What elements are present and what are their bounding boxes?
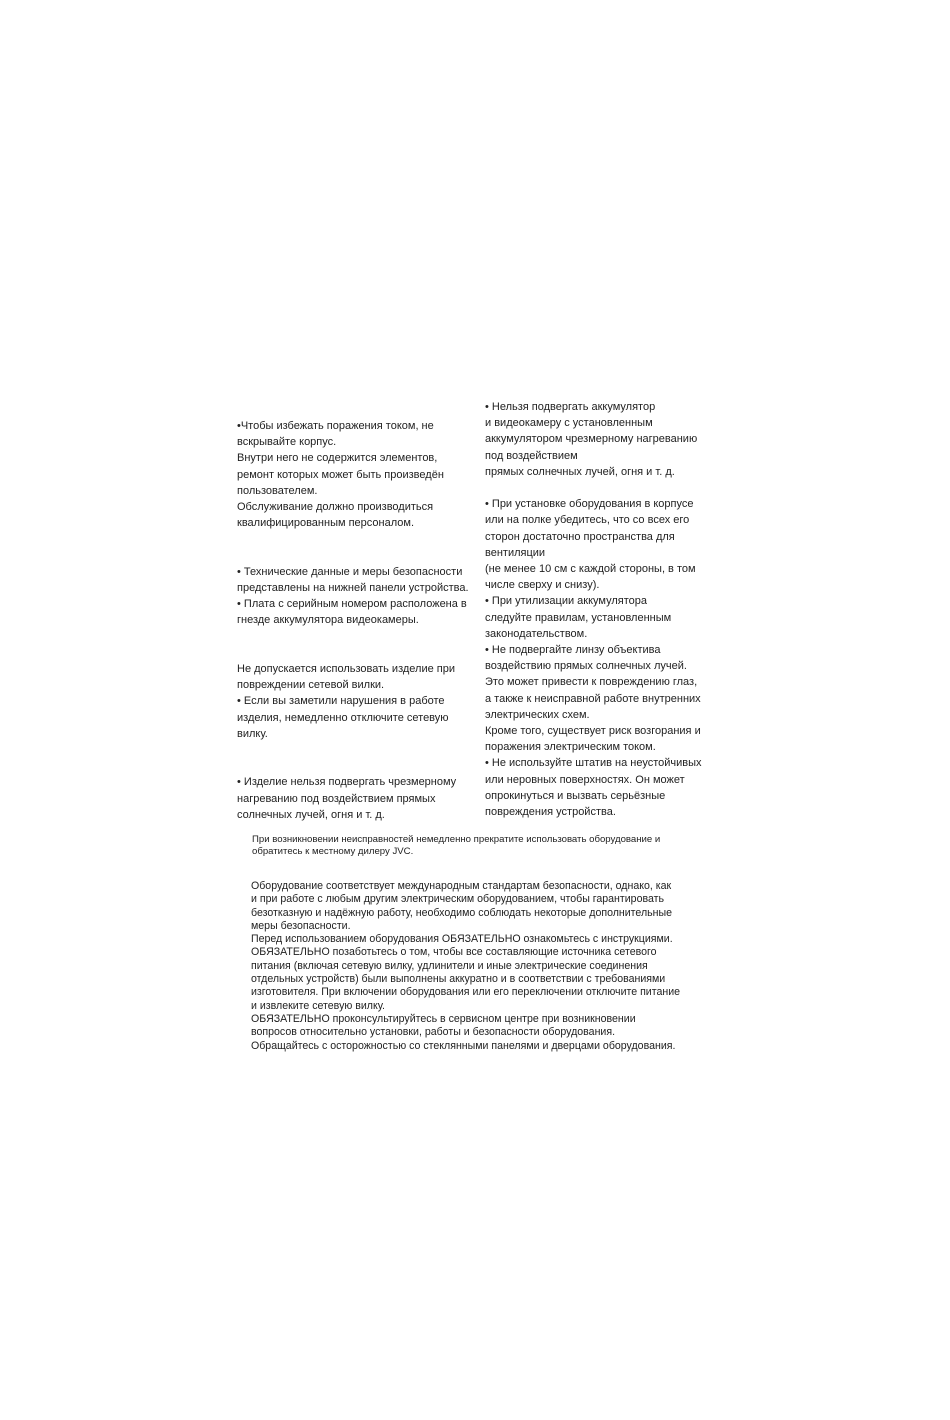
text-line: Внутри него не содержится элементов, [237,452,438,465]
text-line: поражения электрическим током. [485,741,656,754]
text-line: воздействию прямых солнечных лучей. [485,660,687,673]
battery-heat-block [485,399,725,480]
text-line: • Плата с серийным номером расположена в [237,598,467,611]
text-line: вилку. [237,727,268,740]
left-column [237,418,487,823]
text-line: вентиляции [485,546,546,559]
text-line: и видеокамеру с установленным [485,417,653,430]
text-line: аккумулятором чрезмерному нагреванию [485,433,698,446]
text-line: изготовителя. При включении оборудования или его переключении отключите питание [251,986,681,999]
text-line: или на полке убедитесь, что со всех его [485,514,690,527]
text-line: и при работе с любым другим электрическим оборудованием, чтобы гарантировать [251,893,664,906]
text-line: Оборудование соответствует международным стандартам безопасности, однако, как [251,880,672,892]
text-line: следуйте правилам, установленным [485,611,672,624]
text-line: безотказную и надёжную работу, необходимо соблюдать некоторые дополнительные [251,906,673,919]
text-line: и извлеките сетевую вилку. [251,999,385,1012]
safety-standards-paragraph [251,880,731,1053]
text-line: • Не используйте штатив на неустойчивых [485,757,702,770]
text-line: ремонт которых может быть произведён [237,468,444,481]
text-line: числе сверху и снизу). [485,579,600,592]
text-line: представлены на нижней панели устройства. [237,582,469,595]
text-line: под воздействием [485,449,578,462]
text-line: нагреванию под воздействием прямых [237,792,436,805]
text-line: Перед использованием оборудования ОБЯЗАТЕЛЬНО ознакомьтесь с инструкциями. [251,933,673,946]
heat-warning-block [237,774,487,823]
text-line: • Нельзя подвергать аккумулятор [485,401,656,413]
text-line: ОБЯЗАТЕЛЬНО проконсультируйтесь в сервисном центре при возникновении [251,1012,636,1025]
text-line: • При установке оборудования в корпусе [485,498,694,511]
text-line: Это может привести к повреждению глаз, [485,676,698,689]
text-line: • Изделие нельзя подвергать чрезмерному [237,776,457,789]
text-line: сторон достаточно пространства для [485,530,675,543]
text-line: Кроме того, существует риск возгорания и [485,725,701,738]
shock-warning-block [237,418,487,531]
text-line: Не допускается использовать изделие при [237,663,455,676]
text-line: электрических схем. [485,708,590,721]
ventilation-block [485,496,725,820]
text-line: (не менее 10 см с каждой стороны, в том [485,563,696,576]
text-line: или неровных поверхностях. Он может [485,773,685,786]
power-plug-block [237,661,487,742]
text-line: изделия, немедленно отключите сетевую [237,711,449,724]
text-line: законодательством. [485,627,588,640]
text-line: вскрывайте корпус. [237,436,337,449]
text-line: гнезде аккумулятора видеокамеры. [237,614,419,627]
text-line: Обслуживание должно производиться [237,501,434,514]
text-line: повреждения устройства. [485,806,616,819]
text-line: • Технические данные и меры безопасности [237,565,463,578]
text-line: • Если вы заметили нарушения в работе [237,695,445,708]
text-line: квалифицированным персоналом. [237,517,415,530]
text-line: прямых солнечных лучей, огня и т. д. [485,465,675,478]
right-column [485,399,725,820]
text-line: • При утилизации аккумулятора [485,595,648,608]
text-line: отдельных устройств) были выполнены аккуратно и в соответствии с требованиями [251,973,666,986]
specs-block [237,564,487,629]
text-line: а также к неисправной работе внутренних [485,692,701,705]
text-line: При возникновении неисправностей немедленно прекратите использовать оборудование и [252,834,661,845]
text-line: повреждении сетевой вилки. [237,679,385,692]
text-line: солнечных лучей, огня и т. д. [237,808,385,821]
text-line: питания (включая сетевую вилку, удлинители и иные электрические соединения [251,959,648,972]
text-line: пользователем. [237,484,318,497]
malfunction-notice [252,834,722,857]
text-line: •Чтобы избежать поражения током, не [237,420,434,432]
text-line: Обращайтесь с осторожностью со стеклянными панелями и дверцами оборудования. [251,1039,676,1052]
text-line: обратитесь к местному дилеру JVC. [252,845,414,857]
text-line: опрокинуться и вызвать серьёзные [485,789,666,802]
text-line: вопросов относительно установки, работы и безопасности оборудования. [251,1026,616,1039]
text-line: • Не подвергайте линзу объектива [485,644,661,657]
text-line: меры безопасности. [251,919,351,932]
text-line: ОБЯЗАТЕЛЬНО позаботьтесь о том, чтобы все составляющие источника сетевого [251,946,657,959]
